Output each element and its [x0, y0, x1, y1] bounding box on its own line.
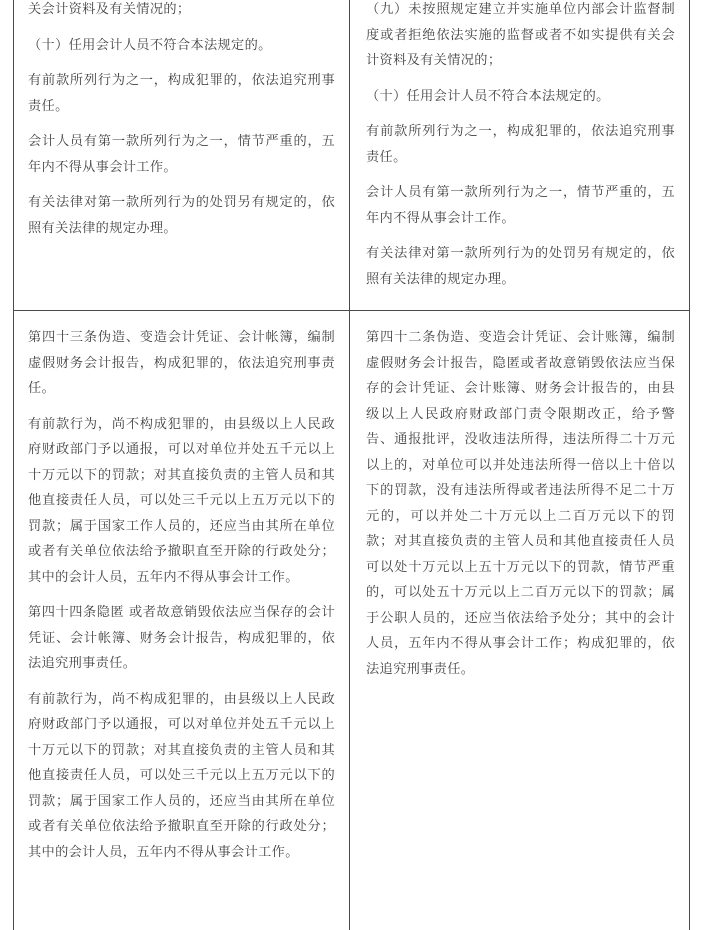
- new-law-cell: [350, 311, 689, 930]
- law-comparison-table: [13, 0, 690, 930]
- paragraph: 第四十四条隐匿 或者故意销毁依法应当保存的会计凭证、会计帐簿、财务会计报告，构成犯罪的，依法追究刑事责任。: [28, 605, 335, 671]
- paragraph: （十）任用会计人员不符合本法规定的。: [366, 88, 610, 104]
- paragraph: （九）未按照规定建立并实施单位内部会计监督制度或者拒绝依法实施的监督或者不如实提供有关会计资料及有关情况的；: [366, 2, 675, 68]
- old-law-cell: [14, 311, 350, 930]
- paragraph: 第四十三条伪造、变造会计凭证、会计帐簿，编制虚假财务会计报告，构成犯罪的，依法追究刑事责任。: [28, 330, 335, 396]
- paragraph: 有前款行为，尚不构成犯罪的，由县级以上人民政府财政部门予以通报，可以对单位并处五千元以上十万元以下的罚款；对其直接负责的主管人员和其他直接责任人员，可以处三千元以上五万元以下的罚款；属于国家工作人员的，还应当由其所在单位或者有关单位依法给予撤职直至开除的行政处分；其中的会计人员，五年内不得从事会计工作。: [28, 691, 335, 860]
- paragraph: 会计人员有第一款所列行为之一，情节严重的，五年内不得从事会计工作。: [366, 185, 675, 226]
- paragraph: 关会计资料及有关情况的；: [28, 2, 191, 17]
- paragraph: 第四十二条伪造、变造会计凭证、会计账簿，编制虚假财务会计报告，隐匿或者故意销毁依法应当保存的会计凭证、会计账簿、财务会计报告的，由县级以上人民政府财政部门责令限期改正，给予警告、通报批评，没收违法所得，违法所得二十万元以上的，对单位可以并处违法所得一倍以上十倍以下的罚款，没有违法所得或者违法所得不足二十万元的，可以并处二十万元以上二百万元以下的罚款；对其直接负责的主管人员和其他直接责任人员可以处十万元以上五十万元以下的罚款，情节严重的，可以处五十万元以上二百万元以下的罚款；属于公职人员的，还应当依法给予处分；其中的会计人员，五年内不得从事会计工作；构成犯罪的，依法追究刑事责任。: [366, 330, 675, 677]
- paragraph: 会计人员有第一款所列行为之一，情节严重的，五年内不得从事会计工作。: [28, 134, 335, 175]
- paragraph: 有关法律对第一款所列行为的处罚另有规定的，依照有关法律的规定办理。: [366, 246, 675, 287]
- table-row: [14, 0, 689, 311]
- old-law-cell: [14, 0, 350, 310]
- paragraph: 有前款行为，尚不构成犯罪的，由县级以上人民政府财政部门予以通报，可以对单位并处五千元以上十万元以下的罚款；对其直接负责的主管人员和其他直接责任人员，可以处三千元以上五万元以下的罚款；属于国家工作人员的，还应当由其所在单位或者有关单位依法给予撤职直至开除的行政处分；其中的会计人员，五年内不得从事会计工作。: [28, 416, 335, 585]
- table-row: [14, 311, 689, 930]
- paragraph: （十）任用会计人员不符合本法规定的。: [28, 37, 272, 53]
- new-law-cell: [350, 0, 689, 310]
- paragraph: 有关法律对第一款所列行为的处罚另有规定的，依照有关法律的规定办理。: [28, 195, 335, 236]
- paragraph: 有前款所列行为之一，构成犯罪的，依法追究刑事责任。: [28, 73, 335, 114]
- paragraph: 有前款所列行为之一，构成犯罪的，依法追究刑事责任。: [366, 124, 675, 165]
